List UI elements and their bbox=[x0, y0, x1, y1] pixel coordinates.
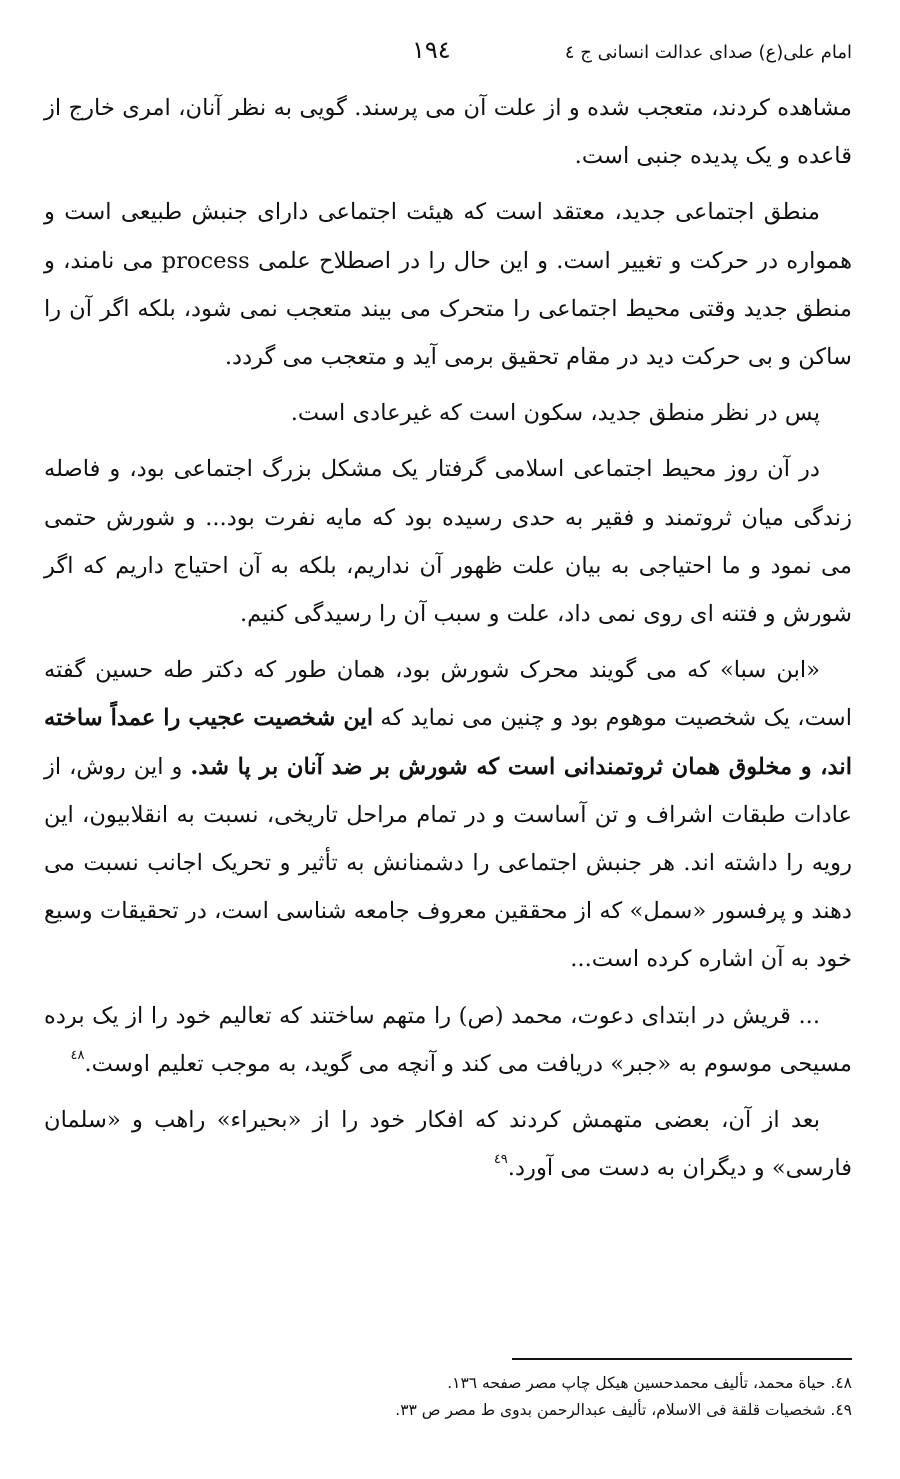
footnotes bbox=[44, 1370, 852, 1424]
paragraph-5-part-2: و این روش، از عادات طبقات اشراف و تن آساست و در تمام مراحل تاریخی، نسبت به انقلابیون، این رویه را داشته اند. هر جنبش اجتماعی را دشمنانش به تأثیر و تحریک اجانب نسبت می دهند و پرفسور «سمل» که از محققین معروف جامعه شناسی است، در تحقیقات وسیع خود به آن اشاره کرده است... bbox=[44, 753, 852, 973]
paragraph-1: مشاهده کردند، متعجب شده و از علت آن می پرسند. گویی به نظر آنان، امری خارج از قاعده و یک پدیده جنبی است. bbox=[44, 95, 852, 170]
paragraph-6 bbox=[44, 992, 852, 1088]
paragraph-2 bbox=[44, 188, 852, 381]
footnote-ref-49[interactable]: ٤٩ bbox=[493, 1152, 508, 1168]
paragraph-5 bbox=[44, 646, 852, 983]
paragraph-2-part-2: می نامند، و منطق جدید وقتی محیط اجتماعی را متحرک می بیند متعجب نمی شود، بلکه اگر آن را ساکن و بی حرکت دید در مقام تحقیق برمی آید و متعجب می گردد. bbox=[44, 247, 852, 371]
footnote-48: ٤٨. حیاة محمد، تألیف محمدحسین هیکل چاپ مصر صفحه ١٣٦. bbox=[447, 1374, 852, 1392]
footnote-49: ٤٩. شخصیات قلقة فی الاسلام، تألیف عبدالرحمن بدوی ط مصر ص ٣٣. bbox=[395, 1401, 852, 1419]
paragraph-4: در آن روز محیط اجتماعی اسلامی گرفتار یک مشکل بزرگ اجتماعی بود، و فاصله زندگی میان ثروتمند و فقیر به حدی رسیده بود که مایه نفرت بود... و شورش حتمی می نمود و ما احتیاجی به بیان علت ظهور آن نداریم، بلکه به آن احتیاج داریم که اگر شورش و فتنه ای روی نمی داد، علت و سبب آن را رسیدگی کنیم. bbox=[44, 456, 852, 628]
paragraph-6-text: ... قریش در ابتدای دعوت، محمد (ص) را متهم ساختند که تعالیم خود را از یک برده مسیحی موسوم به «جبر» دریافت می کند و آنچه می گوید، به موجب تعلیم اوست. bbox=[44, 1002, 852, 1077]
paragraph-7 bbox=[44, 1096, 852, 1192]
footnote-divider bbox=[512, 1358, 852, 1360]
paragraph-3: پس در نظر منطق جدید، سکون است که غیرعادی است. bbox=[290, 400, 820, 427]
paragraph-5-bold: این شخصیت عجیب را عمداً ساخته اند، و مخلوق همان ثروتمندانی است که شورش بر ضد آنان بر پا شد. bbox=[44, 705, 852, 780]
page-header bbox=[40, 36, 852, 76]
process-term: process bbox=[161, 247, 250, 274]
footnote-ref-48[interactable]: ٤٨ bbox=[70, 1047, 85, 1063]
running-title: امام علی(ع) صدای عدالت انسانی ج ٤ bbox=[564, 42, 852, 63]
paragraph-7-text: بعد از آن، بعضی متهمش کردند که افکار خود را از «بحیراء» راهب و «سلمان فارسی» و دیگران به دست می آورد. bbox=[44, 1107, 852, 1182]
paragraph-2-part-1: منطق اجتماعی جدید، معتقد است که هیئت اجتماعی دارای جنبش طبیعی است و همواره در حرکت و تغییر است. و این حال را در اصطلاح علمی bbox=[44, 199, 852, 274]
body-text bbox=[44, 84, 852, 1192]
page-number: ١٩٤ bbox=[412, 36, 451, 64]
paragraph-5-part-1: «ابن سبا» که می گویند محرک شورش بود، همان طور که دکتر طه حسین گفته است، یک شخصیت موهوم بود و چنین می نماید که bbox=[44, 657, 852, 732]
